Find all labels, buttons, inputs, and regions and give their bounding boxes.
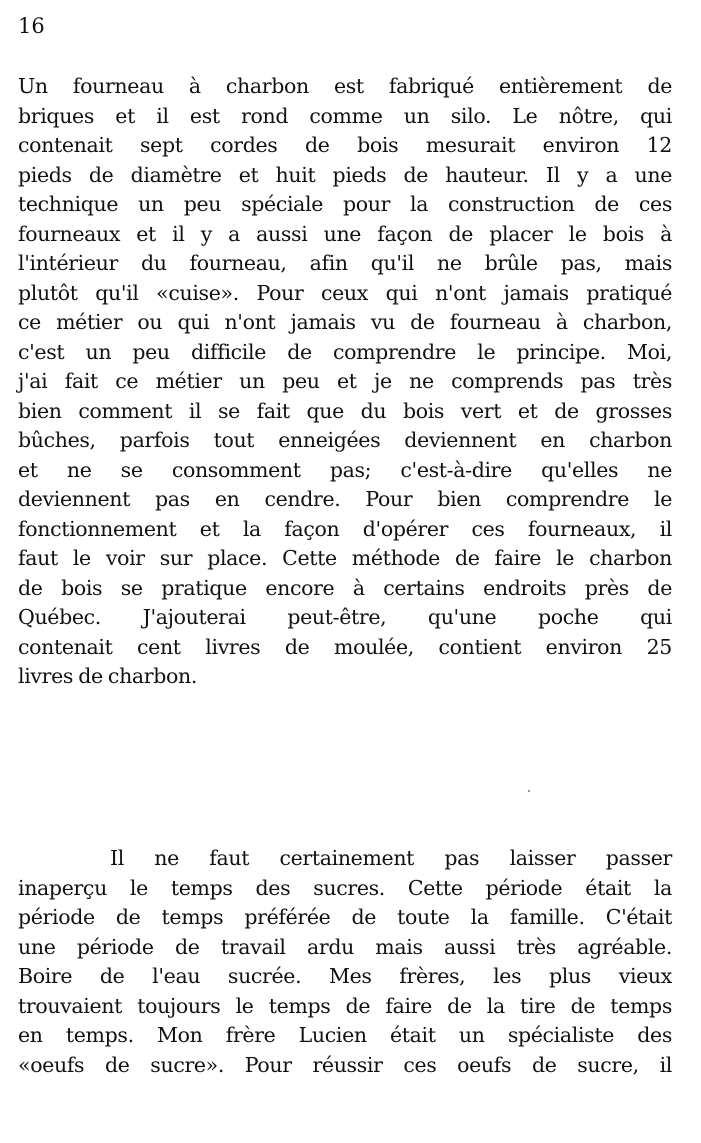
text-line: Québec. J'ajouterai peut-être, qu'une poche qui <box>18 605 672 629</box>
text-line: deviennent pas en cendre. Pour bien comprendre le <box>18 487 672 511</box>
text-line: période de temps préférée de toute la famille. C'était <box>18 905 672 929</box>
text-line: Il ne faut certainement pas laisser passer <box>110 846 672 870</box>
text-line: en temps. Mon frère Lucien était un spécialiste des <box>18 1023 672 1047</box>
text-line: briques et il est rond comme un silo. Le nôtre, qui <box>18 103 672 128</box>
text-line: Boire de l'eau sucrée. Mes frères, les plus vieux <box>18 964 672 988</box>
text-line: Un fourneau à charbon est fabriqué entièrement de <box>18 74 672 98</box>
text-line: fourneaux et il y a aussi une façon de placer le bois à <box>18 221 672 246</box>
text-line: fonctionnement et la façon d'opérer ces fourneaux, il <box>18 516 672 541</box>
text-line: de bois se pratique encore à certains endroits près de <box>18 575 672 600</box>
text-line: une période de travail ardu mais aussi très agréable. <box>18 934 672 959</box>
text-line: pieds de diamètre et huit pieds de hauteur. Il y a une <box>18 162 672 187</box>
text-line: bien comment il se fait que du bois vert et de grosses <box>18 398 672 423</box>
paragraph-sugar-season <box>18 844 672 1080</box>
text-line: ce métier ou qui n'ont jamais vu de fourneau à charbon, <box>18 310 672 334</box>
text-line: livres de charbon. <box>18 664 198 688</box>
text-line: trouvaient toujours le temps de faire de la tire de temps <box>18 993 672 1018</box>
text-line: technique un peu spéciale pour la construction de ces <box>18 192 672 216</box>
text-line: l'intérieur du fourneau, afin qu'il ne brûle pas, mais <box>18 251 672 275</box>
text-line: contenait sept cordes de bois mesurait environ 12 <box>18 133 672 157</box>
text-line: inaperçu le temps des sucres. Cette période était la <box>18 875 672 900</box>
text-line: plutôt qu'il «cuise». Pour ceux qui n'ont jamais pratiqué <box>18 280 672 305</box>
scan-speck <box>528 790 530 792</box>
text-line: faut le voir sur place. Cette méthode de faire le charbon <box>18 546 672 570</box>
text-line: j'ai fait ce métier un peu et je ne comprends pas très <box>18 369 672 393</box>
text-line: «oeufs de sucre». Pour réussir ces oeufs de sucre, il <box>18 1052 672 1077</box>
text-line: et ne se consomment pas; c'est-à-dire qu'elles ne <box>18 457 672 482</box>
text-line: c'est un peu difficile de comprendre le principe. Moi, <box>18 339 672 364</box>
text-line: bûches, parfois tout enneigées deviennent en charbon <box>18 428 672 452</box>
paragraph-charcoal-furnace <box>18 72 672 692</box>
page-number: 16 <box>18 14 45 38</box>
text-line: contenait cent livres de moulée, contient environ 25 <box>18 634 672 659</box>
